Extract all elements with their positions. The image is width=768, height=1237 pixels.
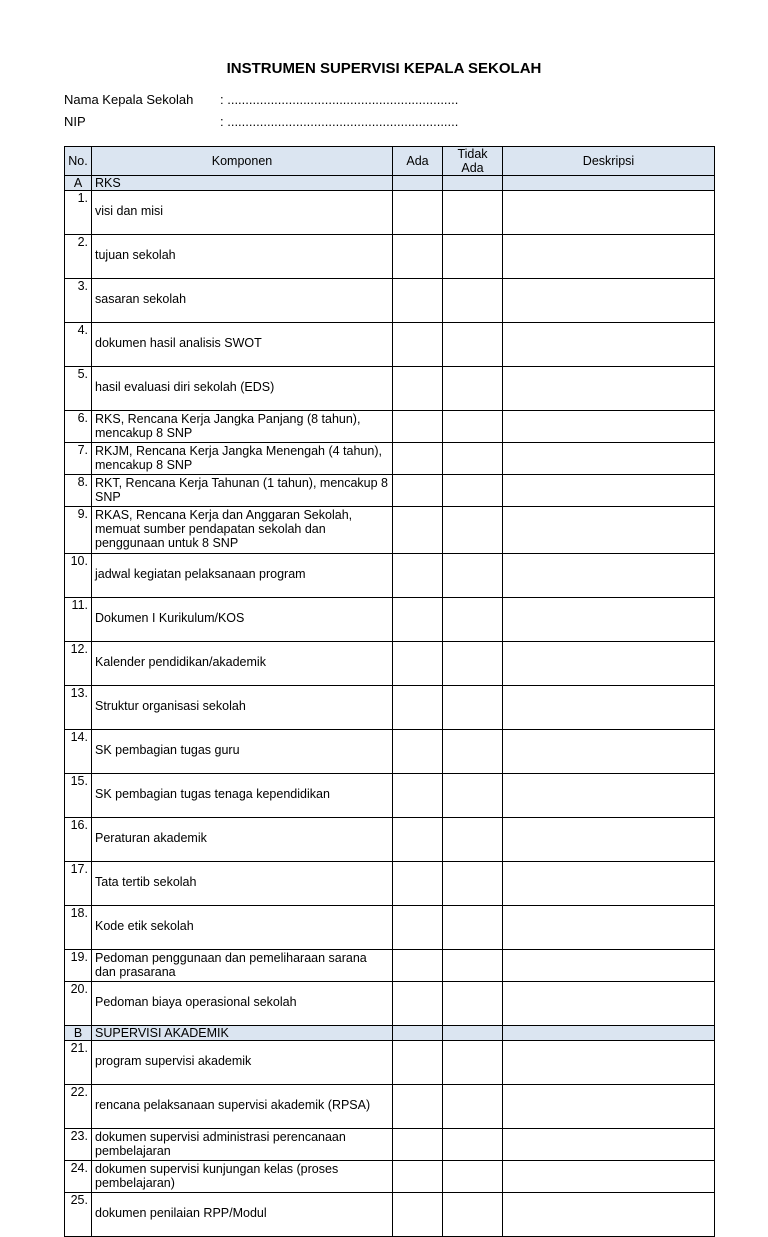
cell-tidak-ada[interactable] — [443, 598, 503, 642]
cell-tidak-ada[interactable] — [443, 1041, 503, 1085]
row-number: 24. — [65, 1161, 92, 1193]
table-row — [65, 1129, 715, 1161]
row-komponen: Tata tertib sekolah — [92, 862, 393, 906]
table-row — [65, 323, 715, 367]
cell-ada[interactable] — [393, 598, 443, 642]
table-body — [65, 176, 715, 1237]
row-komponen: dokumen penilaian RPP/Modul — [92, 1193, 393, 1237]
cell-deskripsi[interactable] — [503, 1085, 715, 1129]
row-komponen: Pedoman biaya operasional sekolah — [92, 982, 393, 1026]
row-number: 14. — [65, 730, 92, 774]
cell-tidak-ada[interactable] — [443, 982, 503, 1026]
row-number: 23. — [65, 1129, 92, 1161]
cell-ada[interactable] — [393, 1026, 443, 1041]
cell-tidak-ada[interactable] — [443, 411, 503, 443]
table-row — [65, 191, 715, 235]
row-number: 1. — [65, 191, 92, 235]
cell-tidak-ada[interactable] — [443, 279, 503, 323]
cell-deskripsi[interactable] — [503, 818, 715, 862]
table-row — [65, 862, 715, 906]
table-row — [65, 950, 715, 982]
cell-tidak-ada[interactable] — [443, 774, 503, 818]
table-row — [65, 1193, 715, 1237]
cell-deskripsi[interactable] — [503, 191, 715, 235]
cell-tidak-ada[interactable] — [443, 1129, 503, 1161]
cell-deskripsi[interactable] — [503, 279, 715, 323]
row-number: 8. — [65, 475, 92, 507]
cell-deskripsi[interactable] — [503, 906, 715, 950]
cell-ada[interactable] — [393, 906, 443, 950]
table-row — [65, 1041, 715, 1085]
cell-tidak-ada[interactable] — [443, 475, 503, 507]
cell-ada[interactable] — [393, 443, 443, 475]
cell-deskripsi[interactable] — [503, 982, 715, 1026]
table-row — [65, 367, 715, 411]
cell-ada[interactable] — [393, 235, 443, 279]
row-number: 18. — [65, 906, 92, 950]
cell-ada[interactable] — [393, 176, 443, 191]
cell-ada[interactable] — [393, 475, 443, 507]
row-number: 16. — [65, 818, 92, 862]
header-komponen: Komponen — [92, 147, 393, 176]
cell-tidak-ada[interactable] — [443, 730, 503, 774]
row-komponen: Peraturan akademik — [92, 818, 393, 862]
header-ada: Ada — [393, 147, 443, 176]
cell-tidak-ada[interactable] — [443, 950, 503, 982]
table-row — [65, 475, 715, 507]
cell-deskripsi[interactable] — [503, 176, 715, 191]
cell-deskripsi[interactable] — [503, 774, 715, 818]
section-name: RKS — [92, 176, 393, 191]
cell-deskripsi[interactable] — [503, 730, 715, 774]
cell-ada[interactable] — [393, 818, 443, 862]
row-number: 4. — [65, 323, 92, 367]
header-tidak-ada: Tidak Ada — [443, 147, 503, 176]
cell-deskripsi[interactable] — [503, 554, 715, 598]
table-row — [65, 818, 715, 862]
cell-tidak-ada[interactable] — [443, 191, 503, 235]
section-code: A — [65, 176, 92, 191]
row-number: 15. — [65, 774, 92, 818]
cell-deskripsi[interactable] — [503, 1193, 715, 1237]
cell-deskripsi[interactable] — [503, 367, 715, 411]
cell-ada[interactable] — [393, 686, 443, 730]
row-komponen: Pedoman penggunaan dan pemeliharaan sarana dan prasarana — [92, 950, 393, 982]
cell-ada[interactable] — [393, 323, 443, 367]
row-number: 2. — [65, 235, 92, 279]
table-row — [65, 686, 715, 730]
row-komponen: Struktur organisasi sekolah — [92, 686, 393, 730]
row-komponen: Kalender pendidikan/akademik — [92, 642, 393, 686]
section-code: B — [65, 1026, 92, 1041]
cell-tidak-ada[interactable] — [443, 1161, 503, 1193]
cell-ada[interactable] — [393, 730, 443, 774]
header-no: No. — [65, 147, 92, 176]
section-row — [65, 176, 715, 191]
field-value[interactable]: : ................................................................ — [220, 114, 459, 129]
field-label: NIP — [64, 114, 86, 129]
cell-deskripsi[interactable] — [503, 950, 715, 982]
section-name: SUPERVISI AKADEMIK — [92, 1026, 393, 1041]
table-row — [65, 554, 715, 598]
cell-ada[interactable] — [393, 1085, 443, 1129]
cell-ada[interactable] — [393, 642, 443, 686]
cell-tidak-ada[interactable] — [443, 818, 503, 862]
row-komponen: SK pembagian tugas tenaga kependidikan — [92, 774, 393, 818]
cell-ada[interactable] — [393, 554, 443, 598]
cell-deskripsi[interactable] — [503, 323, 715, 367]
row-komponen: RKAS, Rencana Kerja dan Anggaran Sekolah, memuat sumber pendapatan sekolah dan penggunaan untuk 8 SNP — [92, 507, 393, 554]
cell-deskripsi[interactable] — [503, 686, 715, 730]
row-number: 11. — [65, 598, 92, 642]
table-row — [65, 279, 715, 323]
row-komponen: Kode etik sekolah — [92, 906, 393, 950]
cell-deskripsi[interactable] — [503, 1161, 715, 1193]
table-row — [65, 411, 715, 443]
row-number: 9. — [65, 507, 92, 554]
row-number: 7. — [65, 443, 92, 475]
row-number: 3. — [65, 279, 92, 323]
cell-tidak-ada[interactable] — [443, 686, 503, 730]
cell-tidak-ada[interactable] — [443, 554, 503, 598]
row-komponen: RKS, Rencana Kerja Jangka Panjang (8 tahun), mencakup 8 SNP — [92, 411, 393, 443]
cell-deskripsi[interactable] — [503, 598, 715, 642]
table-row — [65, 774, 715, 818]
table-row — [65, 642, 715, 686]
row-komponen: dokumen supervisi administrasi perencanaan pembelajaran — [92, 1129, 393, 1161]
row-number: 19. — [65, 950, 92, 982]
cell-tidak-ada[interactable] — [443, 443, 503, 475]
cell-ada[interactable] — [393, 411, 443, 443]
row-number: 12. — [65, 642, 92, 686]
field-value[interactable]: : ................................................................ — [220, 92, 459, 107]
table-row — [65, 1161, 715, 1193]
cell-ada[interactable] — [393, 774, 443, 818]
table-row — [65, 235, 715, 279]
cell-deskripsi[interactable] — [503, 411, 715, 443]
row-number: 20. — [65, 982, 92, 1026]
row-komponen: sasaran sekolah — [92, 279, 393, 323]
field-label: Nama Kepala Sekolah — [64, 92, 194, 107]
row-number: 13. — [65, 686, 92, 730]
cell-ada[interactable] — [393, 982, 443, 1026]
cell-deskripsi[interactable] — [503, 1041, 715, 1085]
row-number: 25. — [65, 1193, 92, 1237]
cell-tidak-ada[interactable] — [443, 235, 503, 279]
row-number: 10. — [65, 554, 92, 598]
cell-tidak-ada[interactable] — [443, 1085, 503, 1129]
cell-deskripsi[interactable] — [503, 862, 715, 906]
row-komponen: Dokumen I Kurikulum/KOS — [92, 598, 393, 642]
cell-tidak-ada[interactable] — [443, 507, 503, 554]
cell-tidak-ada[interactable] — [443, 1193, 503, 1237]
cell-tidak-ada[interactable] — [443, 642, 503, 686]
cell-deskripsi[interactable] — [503, 443, 715, 475]
cell-deskripsi[interactable] — [503, 1129, 715, 1161]
cell-deskripsi[interactable] — [503, 642, 715, 686]
cell-tidak-ada[interactable] — [443, 906, 503, 950]
row-komponen: dokumen hasil analisis SWOT — [92, 323, 393, 367]
table-row — [65, 598, 715, 642]
document-title: INSTRUMEN SUPERVISI KEPALA SEKOLAH — [226, 60, 542, 77]
table-row — [65, 730, 715, 774]
row-komponen: jadwal kegiatan pelaksanaan program — [92, 554, 393, 598]
cell-deskripsi[interactable] — [503, 475, 715, 507]
row-komponen: hasil evaluasi diri sekolah (EDS) — [92, 367, 393, 411]
cell-ada[interactable] — [393, 950, 443, 982]
cell-ada[interactable] — [393, 1193, 443, 1237]
row-komponen: RKT, Rencana Kerja Tahunan (1 tahun), mencakup 8 SNP — [92, 475, 393, 507]
row-komponen: visi dan misi — [92, 191, 393, 235]
row-number: 22. — [65, 1085, 92, 1129]
header-deskripsi: Deskripsi — [503, 147, 715, 176]
cell-deskripsi[interactable] — [503, 1026, 715, 1041]
row-komponen: rencana pelaksanaan supervisi akademik (RPSA) — [92, 1085, 393, 1129]
cell-ada[interactable] — [393, 507, 443, 554]
cell-ada[interactable] — [393, 279, 443, 323]
cell-ada[interactable] — [393, 1041, 443, 1085]
row-number: 5. — [65, 367, 92, 411]
table-header-row — [65, 147, 715, 176]
cell-tidak-ada[interactable] — [443, 367, 503, 411]
row-komponen: tujuan sekolah — [92, 235, 393, 279]
row-number: 6. — [65, 411, 92, 443]
cell-deskripsi[interactable] — [503, 507, 715, 554]
table-row — [65, 906, 715, 950]
cell-ada[interactable] — [393, 862, 443, 906]
cell-ada[interactable] — [393, 367, 443, 411]
row-komponen: program supervisi akademik — [92, 1041, 393, 1085]
table-row — [65, 507, 715, 554]
cell-tidak-ada[interactable] — [443, 862, 503, 906]
table-row — [65, 982, 715, 1026]
row-komponen: RKJM, Rencana Kerja Jangka Menengah (4 tahun), mencakup 8 SNP — [92, 443, 393, 475]
supervision-table — [64, 146, 715, 1237]
cell-ada[interactable] — [393, 1129, 443, 1161]
row-number: 21. — [65, 1041, 92, 1085]
cell-tidak-ada[interactable] — [443, 1026, 503, 1041]
cell-deskripsi[interactable] — [503, 235, 715, 279]
row-number: 17. — [65, 862, 92, 906]
cell-ada[interactable] — [393, 1161, 443, 1193]
section-row — [65, 1026, 715, 1041]
cell-tidak-ada[interactable] — [443, 176, 503, 191]
cell-ada[interactable] — [393, 191, 443, 235]
table-row — [65, 443, 715, 475]
row-komponen: dokumen supervisi kunjungan kelas (proses pembelajaran) — [92, 1161, 393, 1193]
row-komponen: SK pembagian tugas guru — [92, 730, 393, 774]
table-row — [65, 1085, 715, 1129]
cell-tidak-ada[interactable] — [443, 323, 503, 367]
